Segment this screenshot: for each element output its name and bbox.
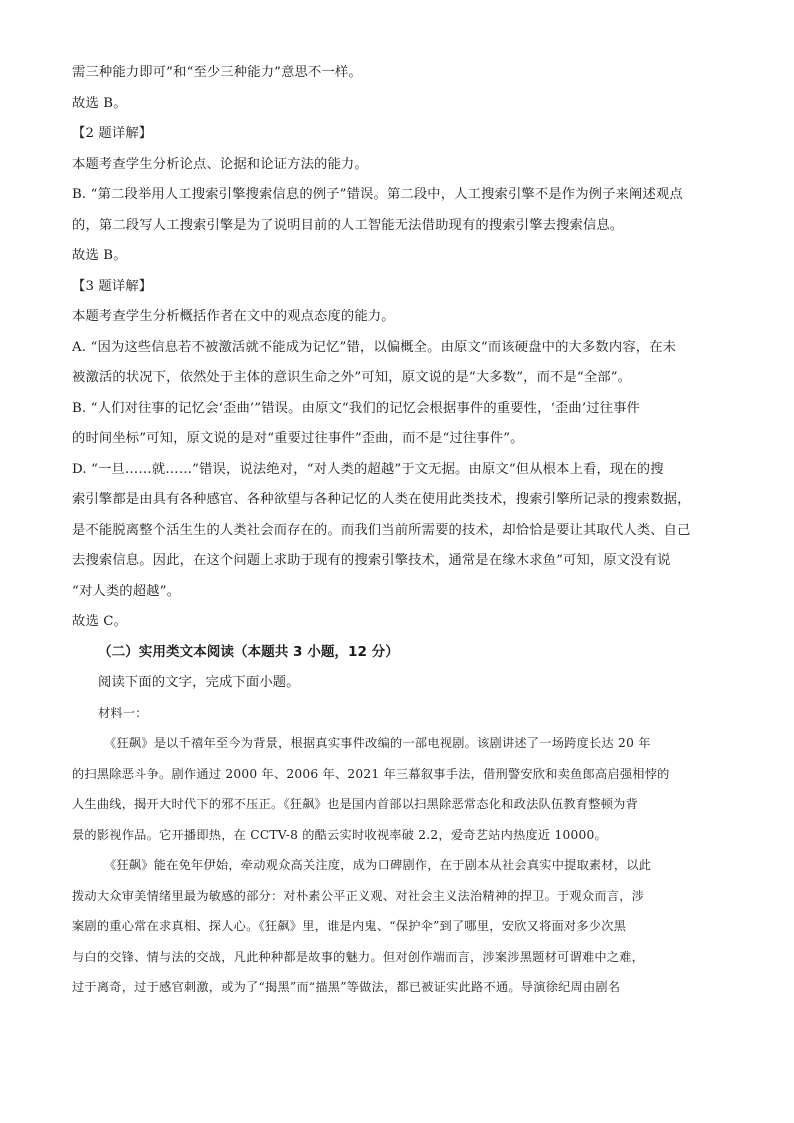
question-3-option-d-line-5: “对人类的超越”。 [72, 583, 181, 599]
question-3-option-d-line-1: D. “一旦……就……”错误，说法绝对，“对人类的超越”于文无据。由原文“但从根本上看，现在的搜 [72, 461, 664, 477]
question-3-option-d-line-4: 去搜索信息。因此，在这个问题上求助于现有的搜索引擎技术，通常是在缘木求鱼”可知，原文没有说 [72, 553, 671, 568]
question-3-option-b-line-1: B. “人们对往事的记忆会‘歪曲’”错误。由原文“我们的记忆会根据事件的重要性，‘歪曲’过往事件 [72, 400, 641, 416]
question-3-heading: 【3 题详解】 [72, 278, 153, 294]
material-paragraph-1-line-1: 《狂飙》是以千禧年至今为背景，根据真实事件改编的一部电视剧。该剧讲述了一场跨度长达 20 年 [104, 736, 651, 750]
question-2-heading: 【2 题详解】 [72, 126, 153, 141]
section-title: （二）实用类文本阅读（本题共 3 小题，12 分） [98, 643, 399, 660]
question-3-intro: 本题考查学生分析概括作者在文中的观点态度的能力。 [72, 309, 395, 324]
question-3-option-d-line-3: 是不能脱离整个活生生的人类社会而存在的。而我们当前所需要的技术，却恰恰是要让其取代人类、自己 [72, 522, 691, 538]
material-label: 材料一： [98, 705, 148, 720]
question-3-option-a-line-1: A. “因为这些信息若不被激活就不能成为记忆”错，以偏概全。由原文“而该硬盘中的大多数内容，在未 [72, 339, 677, 355]
answer-choice: 故选 B。 [72, 95, 127, 111]
question-2-option-b-line-1: B. “第二段举用人工搜索引擎搜索信息的例子”错误。第二段中，人工搜索引擎不是作为例子来阐述观点 [72, 187, 683, 202]
question-3-option-b-line-2: 的时间坐标”可知，原文说的是对“重要过往事件”歪曲，而不是“过往事件”。 [72, 431, 524, 446]
material-paragraph-1-line-3: 人生曲线，揭开大时代下的邪不压正。《狂飙》也是国内首部以扫黑除恶常态化和政法队伍教育整顿为背 [72, 797, 639, 811]
material-paragraph-1-line-4: 景的影视作品。它开播即热，在 CCTV-8 的酷云实时收视率破 2.2，爱奇艺站内热度近 10000。 [72, 827, 607, 842]
question-3-option-a-line-2: 被激活的状况下，依然处于主体的意识生命之外”可知，原文说的是“大多数”，而不是“全部”。 [72, 370, 632, 385]
material-paragraph-2-line-5: 过于离奇，过于感官刺激，或为了“揭黑”而“描黑”等做法，都已被证实此路不通。导演徐纪周由剧名 [72, 980, 621, 994]
material-paragraph-2-line-2: 拨动大众审美情绪里最为敏感的部分：对朴素公平正义观、对社会主义法治精神的捍卫。于观众而言，涉 [72, 888, 645, 903]
question-2-option-b-line-2: 的，第二段写人工搜索引擎是为了说明目前的人工智能无法借助现有的搜索引擎去搜索信息。 [72, 217, 624, 233]
material-paragraph-2-line-4: 与白的交锋、情与法的交战，凡此种种都是故事的魅力。但对创作端而言，涉案涉黑题材可谓难中之难， [72, 949, 645, 964]
answer-choice: 故选 B。 [72, 248, 127, 263]
answer-choice: 故选 C。 [72, 614, 128, 629]
answer-text-line: 需三种能力即可”和“至少三种能力”意思不一样。 [72, 65, 362, 80]
material-paragraph-2-line-1: 《狂飙》能在免年伊始，牵动观众高关注度，成为口碑剧作，在于剧本从社会真实中提取素材，以此 [104, 858, 652, 872]
material-paragraph-1-line-2: 的扫黑除恶斗争。剧作通过 2000 年、2006 年、2021 年三幕叙事手法，借刑警安欣和卖鱼郎高启强相悖的 [72, 766, 670, 781]
question-2-intro: 本题考查学生分析论点、论据和论证方法的能力。 [72, 156, 368, 172]
question-3-option-d-line-2: 索引擎都是由具有各种感官、各种欲望与各种记忆的人类在使用此类技术，搜索引擎所记录的搜索数据， [72, 492, 691, 507]
material-paragraph-2-line-3: 案剧的重心常在求真相、探人心。《狂飙》里，谁是内鬼、“保护伞”到了哪里，安欣又将面对多少次黑 [72, 919, 627, 933]
reading-instruction: 阅读下面的文字，完成下面小题。 [98, 675, 300, 690]
